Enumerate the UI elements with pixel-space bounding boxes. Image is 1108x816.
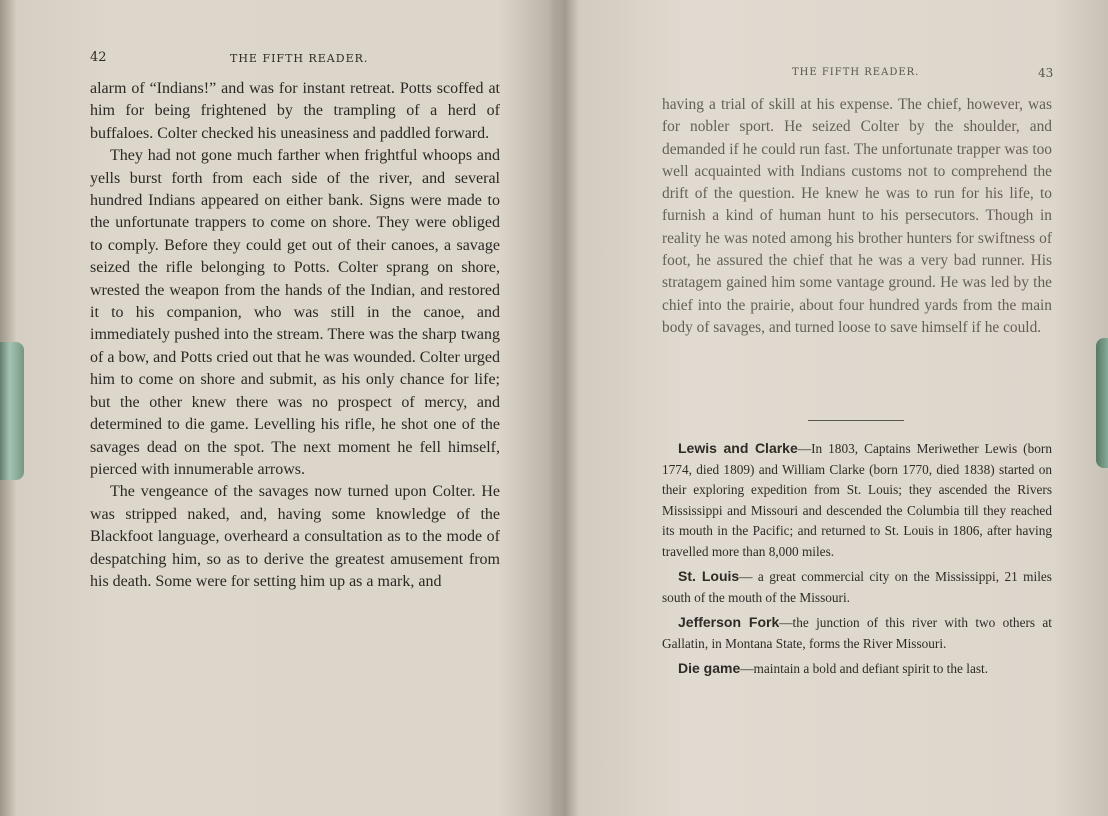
note-item <box>662 658 1052 680</box>
left-page-text <box>90 78 500 593</box>
left-paragraph-3: The vengeance of the savages now turned upon Colter. He was stripped naked, and, having some knowledge of the Blackfoot language, overheard a consultation as to the mode of despatching him, so as to derive the greatest amusement from his death. Some were for setting him up as a mark, and <box>90 483 500 590</box>
right-page-text <box>662 94 1052 339</box>
right-running-head: THE FIFTH READER. <box>792 67 920 78</box>
note-term: St. Louis <box>678 568 740 584</box>
note-term: Die game <box>678 660 741 676</box>
note-text: — a great commercial city on the Mississippi, 21 miles south of the mouth of the Missouri. <box>662 569 1052 605</box>
note-term: Jefferson Fork <box>678 614 780 630</box>
left-paragraph-2: They had not gone much farther when frightful whoops and yells burst forth from each side of the river, and several hundred Indians appeared on either bank. Signs were made to the unfortunate trappers to come on shore. They were obliged to comply. Before they could get out of their canoes, a savage seized the rifle belonging to Potts. Colter sprang on shore, wrested the weapon from the hands of the Indian, and restored it to his companion, who was still in the canoe, and immediately pushed into the stream. There was the sharp twang of a bow, and Potts cried out that he was wounded. Colter urged him to come on shore and submit, as his only chance for life; but the other knew there was no prospect of mercy, and determined to die game. Levelling his rifle, he shot one of the savages dead on the spot. The next moment he fell himself, pierced with innumerable arrows. <box>90 147 500 478</box>
left-paragraph-1: alarm of “Indians!” and was for instant retreat. Potts scoffed at him for being frightened by the trampling of a herd of buffaloes. Colter checked his uneasiness and paddled forward. <box>90 80 500 142</box>
note-term: Lewis and Clarke <box>678 440 798 456</box>
note-text: —In 1803, Captains Meriwether Lewis (born 1774, died 1809) and William Clarke (born 1770, died 1838) started on their exploring expedition from St. Louis; they ascended the Rivers Mississippi and Missouri and descended the Columbia till they reached its mouth in the Pacific; and returned to St. Louis in 1806, after having travelled more than 8,000 miles. <box>662 441 1052 559</box>
note-item <box>662 438 1052 562</box>
section-divider <box>808 420 904 421</box>
note-item <box>662 612 1052 654</box>
left-bookmark-tab <box>0 342 24 480</box>
right-page-number: 43 <box>1038 66 1054 80</box>
right-bookmark-tab <box>1096 338 1108 468</box>
left-page-number: 42 <box>90 50 107 65</box>
footnotes <box>662 438 1052 684</box>
right-paragraph: having a trial of skill at his expense. The chief, however, was for nobler sport. He seized Colter by the shoulder, and demanded if he could run fast. The unfortunate trapper was too well acquainted with Indians customs not to comprehend the drift of the question. He knew he was to run for his life, to furnish a kind of human hunt to his persecutors. Though in reality he was noted among his brother hunters for swiftness of foot, he assured the chief that he was a very bad runner. His stratagem gained him some vantage ground. He was led by the chief into the prairie, about four hundred yards from the main body of savages, and turned loose to save himself if he could. <box>662 96 1052 336</box>
book-gutter <box>548 0 578 816</box>
note-text: —maintain a bold and defiant spirit to the last. <box>740 661 989 676</box>
left-running-head: THE FIFTH READER. <box>230 52 369 65</box>
note-text: —the junction of this river with two others at Gallatin, in Montana State, forms the River Missouri. <box>662 615 1053 651</box>
note-item <box>662 566 1052 608</box>
